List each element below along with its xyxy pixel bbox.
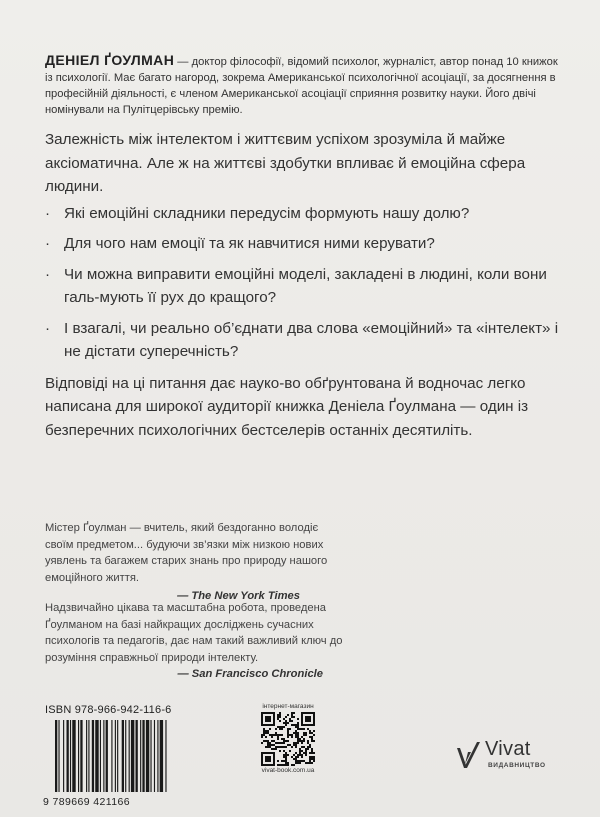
bullet-icon: ·	[45, 235, 51, 252]
review-quote	[45, 600, 345, 683]
bullet-icon: ·	[45, 265, 51, 283]
logo-word: Vivat	[485, 738, 531, 760]
blurb-answer: Відповіді на ці питання дає науко-во обґрунтована й водночас легко написана для широкої аудиторії книжка Деніела Ґоулмана — один із безперечних психологічних бестселерів останніх десятиліть.	[45, 374, 529, 439]
author-name: ДЕНІЕЛ ҐОУЛМАН	[45, 52, 175, 68]
barcode-icon	[45, 720, 205, 796]
review-source: — San Francisco Chronicle	[177, 668, 323, 680]
isbn-barcode	[43, 704, 208, 812]
qr-block	[252, 703, 324, 774]
blurb-intro: Залежність між інтелектом і життєвим успіхом зрозуміла й майже аксіоматична. Але ж на життєві здобутки впливає й емоційна сфера людини.	[45, 131, 526, 195]
review-quote	[45, 520, 345, 605]
question-text: І взагалі, чи реально об’єднати два слова «емоційний» та «інтелект» і не дістати суперечність?	[64, 319, 559, 360]
question-text: Які емоційні складники передусім формують нашу долю?	[64, 204, 470, 222]
publisher-logo	[455, 738, 555, 788]
barcode-digits: 9 789669 421166	[43, 796, 130, 808]
author-bio	[45, 52, 560, 118]
question-text: Для чого нам емоції та як навчитися ними керувати?	[64, 235, 435, 252]
bullet-icon: ·	[45, 319, 51, 337]
main-blurb	[45, 128, 560, 442]
qr-code-icon	[261, 712, 315, 766]
review-text: Містер Ґоулман — вчитель, який бездоганно володіє своїм предметом... будуючи зв’язки між низкою нових уявлень та багажем старих знань про природу нашого емоційного життя.	[45, 522, 328, 584]
question-text: Чи можна виправити емоційні моделі, закладені в людині, коли вони галь-мують її рух до кращого?	[64, 265, 547, 306]
author-bio-text: — доктор філософії, відомий психолог, журналіст, автор понад 10 книжок із психології. Має багато нагород, зокрема Американської психологічної асоціації, за досягнення в професійній діяльності, є членом Американської асоціації сприяння розвитку науки. Його двічі номінували на Пулітцерівську премію.	[45, 56, 558, 116]
vivat-logo-icon	[455, 740, 483, 770]
review-source: — The New York Times	[177, 590, 300, 602]
question-list	[45, 202, 560, 364]
list-item	[45, 263, 560, 310]
isbn-label: ISBN 978-966-942-116-6	[45, 704, 172, 716]
list-item	[45, 202, 560, 226]
list-item	[45, 317, 560, 364]
list-item	[45, 232, 560, 256]
bullet-icon: ·	[45, 204, 51, 222]
logo-subtitle: ВИДАВНИЦТВО	[488, 762, 546, 769]
review-text: Надзвичайно цікава та масштабна робота, проведена Ґоулманом на базі найкращих досліджень сучасних психологів та педагогів, дає нам такий важливий ключ до розуміння справжньої природи інтелекту.	[45, 602, 343, 664]
qr-bottom-label: vivat-book.com.ua	[261, 767, 315, 774]
qr-top-label: інтернет-магазин	[262, 703, 314, 710]
